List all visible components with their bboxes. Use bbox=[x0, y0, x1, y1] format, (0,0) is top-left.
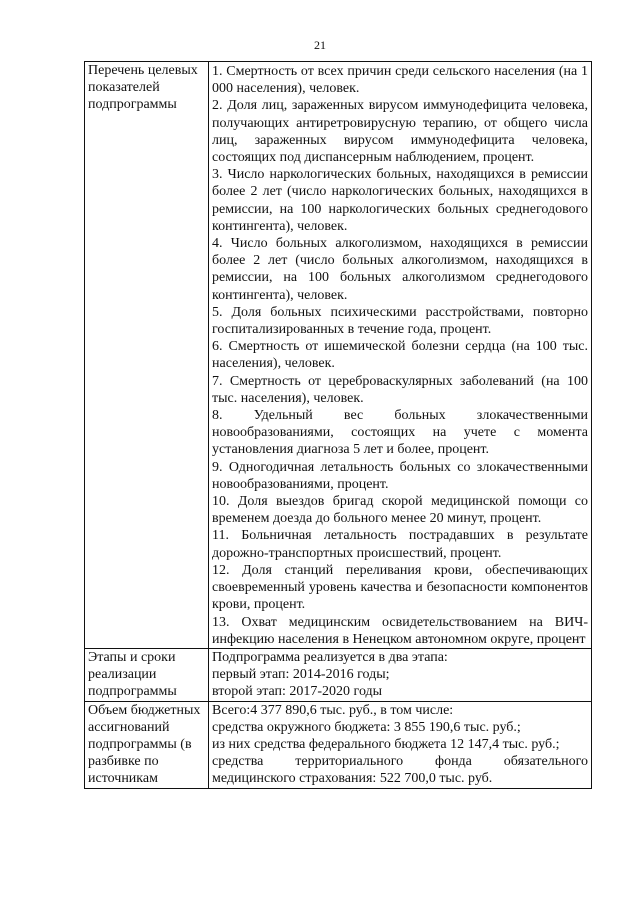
indicator-item-3: 3. Число наркологических больных, находящихся в ремиссии более 2 лет (число наркологических больных, находящихся в ремиссии, на 100 наркологических больных среднегодового контингента), человек. bbox=[212, 167, 588, 234]
funding-line-federal: из них средства федерального бюджета 12 147,4 тыс. руб.; bbox=[212, 736, 560, 752]
indicators-label: Перечень целевых показателей подпрограммы bbox=[85, 62, 209, 649]
page-number: 21 bbox=[314, 38, 326, 52]
funding-content bbox=[209, 701, 592, 788]
funding-line-total: Всего:4 377 890,6 тыс. руб., в том числе: bbox=[212, 702, 454, 718]
indicator-item-8: 8. Удельный вес больных злокачественными новообразованиями, состоящих на учете с момента установления диагноза 5 лет и более, процент. bbox=[212, 408, 588, 458]
stages-label: Этапы и сроки реализации подпрограммы bbox=[85, 648, 209, 701]
indicator-item-5: 5. Доля больных психическими расстройствами, повторно госпитализированных в течение года, процент. bbox=[212, 304, 588, 338]
indicator-item-2: 2. Доля лиц, зараженных вирусом иммунодефицита человека, получающих антиретровирусную терапию, от общего числа лиц, зараженных вирусом иммунодефицита человека, состоящих под диспансерным наблюдением, процент. bbox=[212, 98, 588, 166]
funding-line-insurance: средства территориального фонда обязательного медицинского страхования: 522 700,0 тыс. руб. bbox=[212, 754, 588, 787]
indicator-item-7: 7. Смертность от цереброваскулярных заболеваний (на 100 тыс. населения), человек. bbox=[212, 373, 588, 406]
subprogram-passport-table bbox=[84, 61, 592, 789]
indicator-item-9: 9. Одногодичная летальность больных со злокачественными новообразованиями, процент. bbox=[212, 459, 588, 492]
funding-line-district: средства окружного бюджета: 3 855 190,6 тыс. руб.; bbox=[212, 719, 521, 735]
indicator-item-10: 10. Доля выездов бригад скорой медицинской помощи со временем доезда до больного менее 20 минут, процент. bbox=[212, 494, 588, 527]
funding-label: Объем бюджетных ассигнований подпрограммы (в разбивке по источникам bbox=[85, 701, 209, 788]
table-row-funding bbox=[85, 701, 592, 788]
indicator-item-4: 4. Число больных алкоголизмом, находящихся в ремиссии более 2 лет (число больных алкоголизмом, находящихся в ремиссии, на 100 больных алкоголизмом среднегодового контингента), человек. bbox=[212, 236, 588, 303]
indicators-list bbox=[209, 62, 592, 649]
stages-line-3: второй этап: 2017-2020 годы bbox=[212, 684, 383, 700]
stages-line-2: первый этап: 2014-2016 годы; bbox=[212, 667, 390, 683]
stages-content bbox=[209, 648, 592, 701]
indicator-item-12: 12. Доля станций переливания крови, обеспечивающих своевременный уровень качества и безопасности компонентов крови, процент. bbox=[212, 562, 588, 613]
table-row-indicators bbox=[85, 62, 592, 649]
stages-line-1: Подпрограмма реализуется в два этапа: bbox=[212, 649, 448, 665]
indicator-item-13: 13. Охват медицинским освидетельствованием на ВИЧ-инфекцию населения в Ненецком автономном округе, процент bbox=[212, 614, 588, 647]
indicator-item-11: 11. Больничная летальность пострадавших в результате дорожно-транспортных происшествий, процент. bbox=[212, 528, 588, 561]
indicator-item-6: 6. Смертность от ишемической болезни сердца (на 100 тыс. населения), человек. bbox=[212, 339, 588, 372]
indicator-item-1: 1. Смертность от всех причин среди сельского населения (на 1 000 населения), человек. bbox=[212, 64, 588, 97]
table-row-stages bbox=[85, 648, 592, 701]
